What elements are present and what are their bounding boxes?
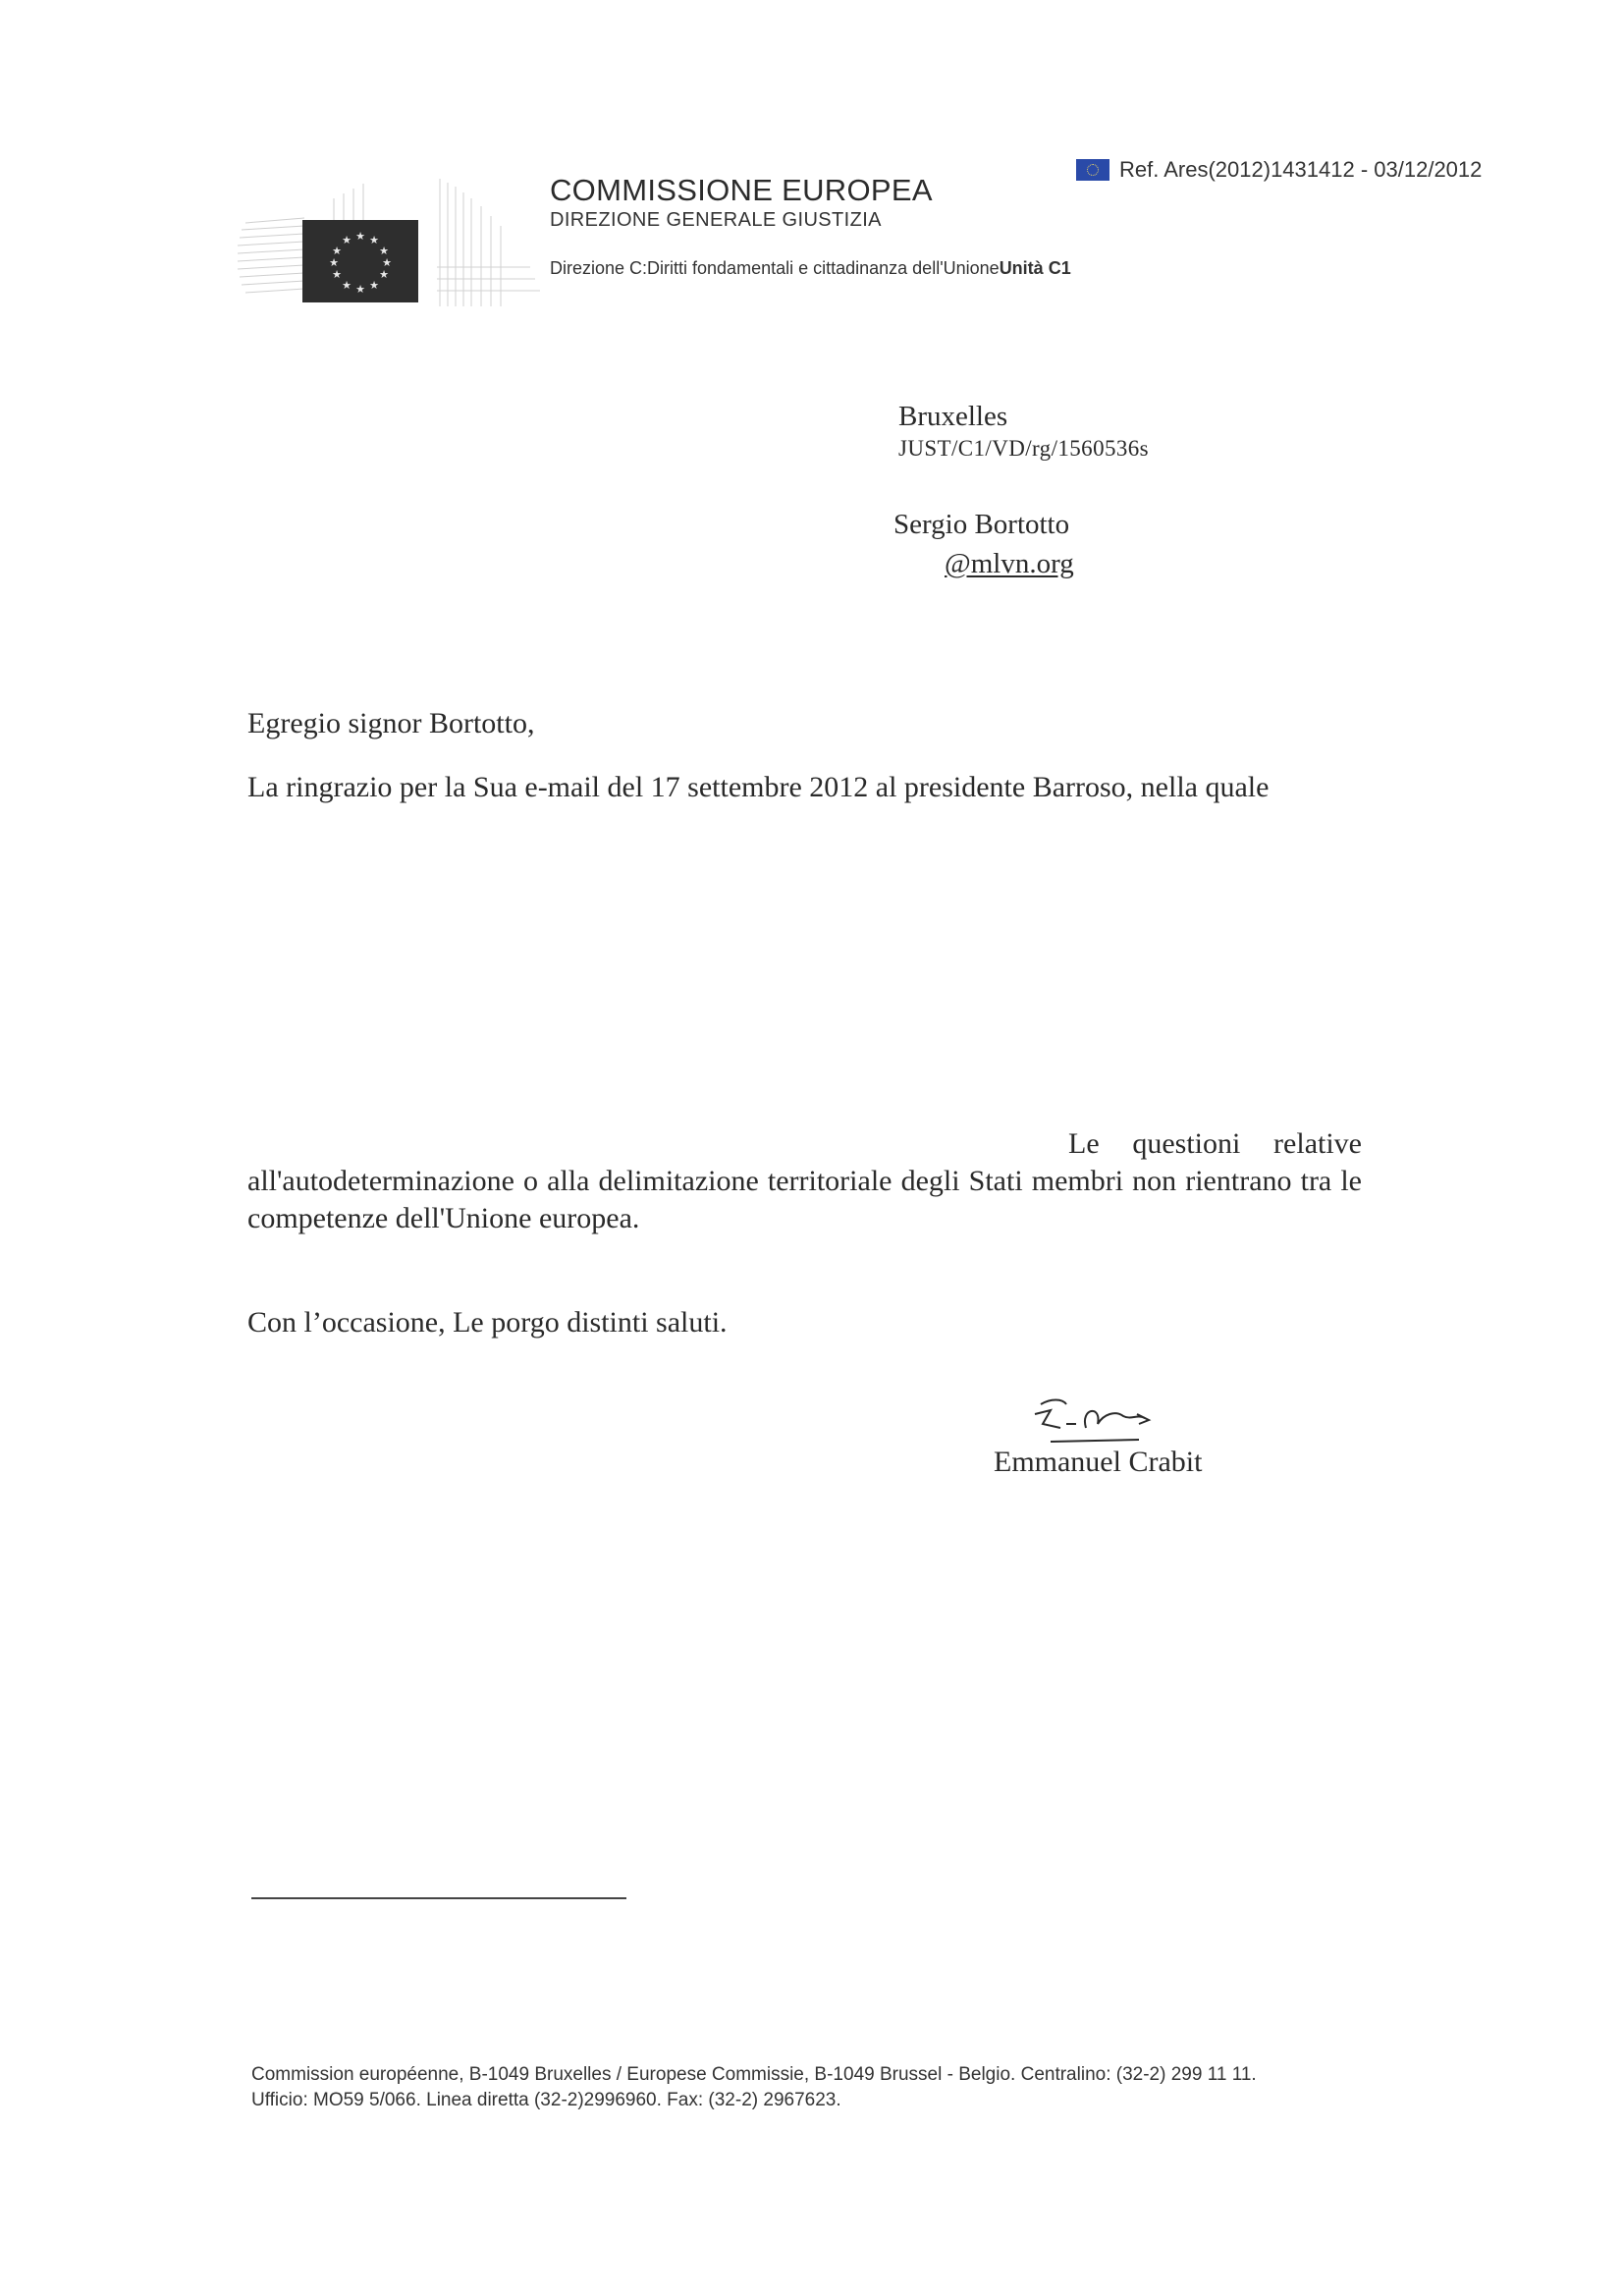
svg-text:★: ★ — [382, 256, 392, 269]
footer-line-1: Commission européenne, B-1049 Bruxelles / Europese Commissie, B-1049 Brussel - Belgio. Centralino: (32-2) 299 11 11. — [251, 2064, 1257, 2085]
salutation: Egregio signor Bortotto, — [247, 707, 535, 739]
directorate-general: DIREZIONE GENERALE GIUSTIZIA — [550, 209, 882, 231]
svg-text:★: ★ — [355, 230, 365, 243]
closing: Con l’occasione, Le porgo distinti saluti. — [247, 1306, 728, 1339]
ec-building-flag-icon — [236, 169, 548, 316]
svg-text:★: ★ — [355, 283, 365, 296]
paragraph-2: Le questioni relative all'autodeterminazione o alla delimitazione territoriale degli Stati membri non rientrano tra le competenze dell'Unione europea. — [247, 1127, 1362, 1234]
unit-label: Unità C1 — [999, 258, 1071, 278]
svg-text:★: ★ — [332, 245, 342, 257]
org-name: COMMISSIONE EUROPEA — [550, 173, 933, 207]
svg-text:★: ★ — [329, 256, 339, 269]
directorate-text: Direzione C:Diritti fondamentali e cittadinanza dell'Unione — [550, 258, 1000, 278]
svg-text:★: ★ — [379, 268, 389, 281]
svg-text:★: ★ — [369, 234, 379, 246]
footer-line-2: Ufficio: MO59 5/066. Linea diretta (32-2)2996960. Fax: (32-2) 2967623. — [251, 2090, 841, 2110]
paragraph-1: La ringrazio per la Sua e-mail del 17 settembre 2012 al presidente Barroso, nella quale — [247, 771, 1270, 803]
reference-number: Ref. Ares(2012)1431412 - 03/12/2012 — [1119, 157, 1483, 182]
svg-text:★: ★ — [369, 279, 379, 292]
handwritten-signature — [1021, 1385, 1217, 1453]
svg-text:★: ★ — [332, 268, 342, 281]
svg-text:★: ★ — [342, 234, 352, 246]
svg-text:★: ★ — [379, 245, 389, 257]
recipient-email: @mlvn.org — [945, 548, 1074, 579]
signer-name: Emmanuel Crabit — [994, 1446, 1203, 1478]
footnote-rule — [251, 1897, 626, 1899]
ref-code: JUST/C1/VD/rg/1560536s — [898, 436, 1150, 461]
recipient-name: Sergio Bortotto — [893, 509, 1070, 540]
place: Bruxelles — [898, 401, 1008, 432]
directorate-line — [550, 258, 1071, 279]
svg-text:★: ★ — [342, 279, 352, 292]
ec-logo — [236, 169, 548, 316]
eu-flag-icon — [1076, 159, 1109, 181]
reference-stamp — [1076, 157, 1482, 183]
